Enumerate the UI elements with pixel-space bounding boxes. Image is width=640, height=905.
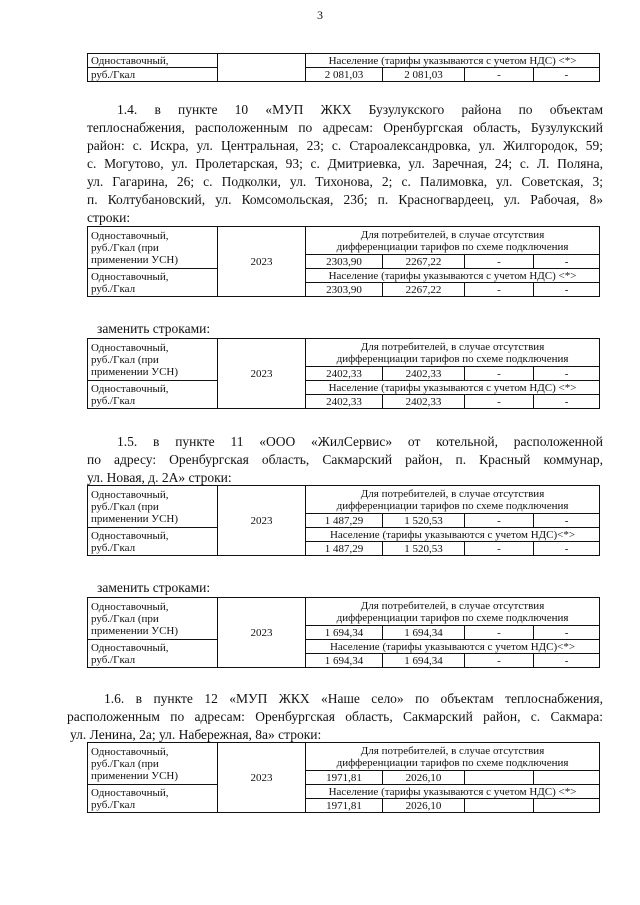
value-cell: - bbox=[465, 654, 534, 668]
value-cell: 1 487,29 bbox=[306, 542, 383, 556]
value-cell bbox=[534, 771, 600, 785]
consumers-header: Для потребителей, в случае отсутствия дифференциации тарифов по схеме подключения bbox=[306, 598, 600, 626]
tariff-label-usn: Одноставочный, руб./Гкал (при применении УСН) bbox=[88, 598, 218, 640]
value-cell: - bbox=[465, 395, 534, 409]
value-cell: 1 520,53 bbox=[383, 542, 465, 556]
value-cell: 1971,81 bbox=[306, 799, 383, 813]
tariff-label: Одноставочный, руб./Гкал bbox=[88, 381, 218, 409]
paragraph-line: ул. Гагарина, 26; с. Подколки, ул. Тихонова, 2; с. Палимовка, ул. Советская, 3; bbox=[87, 174, 603, 189]
value-cell: 1 694,34 bbox=[306, 626, 383, 640]
value-cell: - bbox=[534, 283, 600, 297]
value-cell bbox=[465, 799, 534, 813]
tariff-table-1-4-before bbox=[87, 226, 600, 297]
tariff-label-usn: Одноставочный, руб./Гкал (при применении УСН) bbox=[88, 486, 218, 528]
tariff-unit: руб./Гкал bbox=[88, 68, 218, 82]
value-cell: - bbox=[534, 542, 600, 556]
replace-label: заменить строками: bbox=[97, 321, 211, 336]
value-cell: - bbox=[465, 255, 534, 269]
tariff-table-top bbox=[87, 53, 600, 82]
value-cell bbox=[465, 771, 534, 785]
year-cell: 2023 bbox=[218, 598, 306, 668]
year-cell bbox=[218, 54, 306, 82]
value-cell: - bbox=[534, 514, 600, 528]
tariff-label-usn: Одноставочный, руб./Гкал (при применении УСН) bbox=[88, 227, 218, 269]
value-cell: 2402,33 bbox=[383, 367, 465, 381]
paragraph-line: ул. Ленина, 2а; ул. Набережная, 8а» строки: bbox=[70, 727, 322, 742]
value-cell: - bbox=[534, 626, 600, 640]
paragraph-line: 1.5. в пункте 11 «ООО «ЖилСервис» от котельной, расположенной bbox=[117, 434, 603, 449]
population-header: Население (тарифы указываются с учетом НДС) <*> bbox=[306, 785, 600, 799]
paragraph-line: 1.4. в пункте 10 «МУП ЖКХ Бузулукского района по объектам bbox=[117, 102, 603, 117]
tariff-table-1-4-after bbox=[87, 338, 600, 409]
value-cell: 2402,33 bbox=[383, 395, 465, 409]
year-cell: 2023 bbox=[218, 486, 306, 556]
value-cell: 2267,22 bbox=[383, 255, 465, 269]
value-cell: 2267,22 bbox=[383, 283, 465, 297]
population-header: Население (тарифы указываются с учетом НДС) <*> bbox=[306, 269, 600, 283]
value-cell: - bbox=[465, 542, 534, 556]
paragraph-line: строки: bbox=[87, 210, 131, 225]
tariff-label-usn: Одноставочный, руб./Гкал (при применении УСН) bbox=[88, 339, 218, 381]
paragraph-line: теплоснабжения, расположенным по адресам: Оренбургская область, Бузулукский bbox=[87, 120, 603, 135]
value-cell: 2303,90 bbox=[306, 255, 383, 269]
year-cell: 2023 bbox=[218, 339, 306, 409]
tariff-label: Одноставочный, руб./Гкал bbox=[88, 640, 218, 668]
value-cell: 2 081,03 bbox=[306, 68, 383, 82]
page-number: 3 bbox=[317, 8, 323, 22]
paragraph-line: ул. Новая, д. 2А» строки: bbox=[87, 470, 232, 485]
tariff-label: Одноставочный, руб./Гкал bbox=[88, 528, 218, 556]
paragraph-line: 1.6. в пункте 12 «МУП ЖКХ «Наше село» по объектам теплоснабжения, bbox=[104, 691, 603, 706]
value-cell: - bbox=[465, 626, 534, 640]
value-cell: 2 081,03 bbox=[383, 68, 465, 82]
population-header: Население (тарифы указываются с учетом НДС)<*> bbox=[306, 640, 600, 654]
population-header: Население (тарифы указываются с учетом НДС) <*> bbox=[306, 381, 600, 395]
value-cell: 1971,81 bbox=[306, 771, 383, 785]
value-cell: - bbox=[534, 654, 600, 668]
value-cell: - bbox=[534, 395, 600, 409]
value-cell: 1 487,29 bbox=[306, 514, 383, 528]
tariff-table-1-6-before bbox=[87, 742, 600, 813]
value-cell: - bbox=[534, 367, 600, 381]
paragraph-line: по адресу: Оренбургская область, Сакмарский район, п. Красный коммунар, bbox=[87, 452, 603, 467]
value-cell: 1 694,34 bbox=[383, 626, 465, 640]
value-cell: - bbox=[465, 68, 534, 82]
tariff-label-usn: Одноставочный, руб./Гкал (при применении УСН) bbox=[88, 743, 218, 785]
year-cell: 2023 bbox=[218, 743, 306, 813]
consumers-header: Для потребителей, в случае отсутствия дифференциации тарифов по схеме подключения bbox=[306, 743, 600, 771]
tariff-label: Одноставочный, bbox=[88, 54, 218, 68]
value-cell bbox=[534, 799, 600, 813]
tariff-table-1-5-after bbox=[87, 597, 600, 668]
value-cell: 1 520,53 bbox=[383, 514, 465, 528]
paragraph-line: с. Могутово, ул. Пролетарская, 93; с. Дмитриевка, ул. Заречная, 24; с. Л. Поляна, bbox=[87, 156, 603, 171]
tariff-table-1-5-before bbox=[87, 485, 600, 556]
value-cell: 2303,90 bbox=[306, 283, 383, 297]
value-cell: 1 694,34 bbox=[306, 654, 383, 668]
tariff-label: Одноставочный, руб./Гкал bbox=[88, 785, 218, 813]
value-cell: - bbox=[465, 367, 534, 381]
replace-label: заменить строками: bbox=[97, 580, 211, 595]
year-cell: 2023 bbox=[218, 227, 306, 297]
value-cell: 2026,10 bbox=[383, 799, 465, 813]
value-cell: 2402,33 bbox=[306, 395, 383, 409]
population-header: Население (тарифы указываются с учетом НДС) <*> bbox=[306, 54, 600, 68]
paragraph-line: п. Колтубановский, ул. Комсомольская, 23б; п. Красногвардеец, ул. Рабочая, 8» bbox=[87, 192, 603, 207]
consumers-header: Для потребителей, в случае отсутствия дифференциации тарифов по схеме подключения bbox=[306, 486, 600, 514]
paragraph-line: расположенным по адресам: Оренбургская область, Сакмарский район, с. Сакмара: bbox=[67, 709, 603, 724]
value-cell: - bbox=[465, 514, 534, 528]
value-cell: - bbox=[465, 283, 534, 297]
value-cell: 1 694,34 bbox=[383, 654, 465, 668]
value-cell: 2026,10 bbox=[383, 771, 465, 785]
value-cell: 2402,33 bbox=[306, 367, 383, 381]
paragraph-line: район: с. Искра, ул. Центральная, 23; с. Староалександровка, ул. Жилгородок, 59; bbox=[87, 138, 603, 153]
population-header: Население (тарифы указываются с учетом НДС)<*> bbox=[306, 528, 600, 542]
tariff-label: Одноставочный, руб./Гкал bbox=[88, 269, 218, 297]
consumers-header: Для потребителей, в случае отсутствия дифференциации тарифов по схеме подключения bbox=[306, 227, 600, 255]
value-cell: - bbox=[534, 68, 600, 82]
value-cell: - bbox=[534, 255, 600, 269]
consumers-header: Для потребителей, в случае отсутствия дифференциации тарифов по схеме подключения bbox=[306, 339, 600, 367]
